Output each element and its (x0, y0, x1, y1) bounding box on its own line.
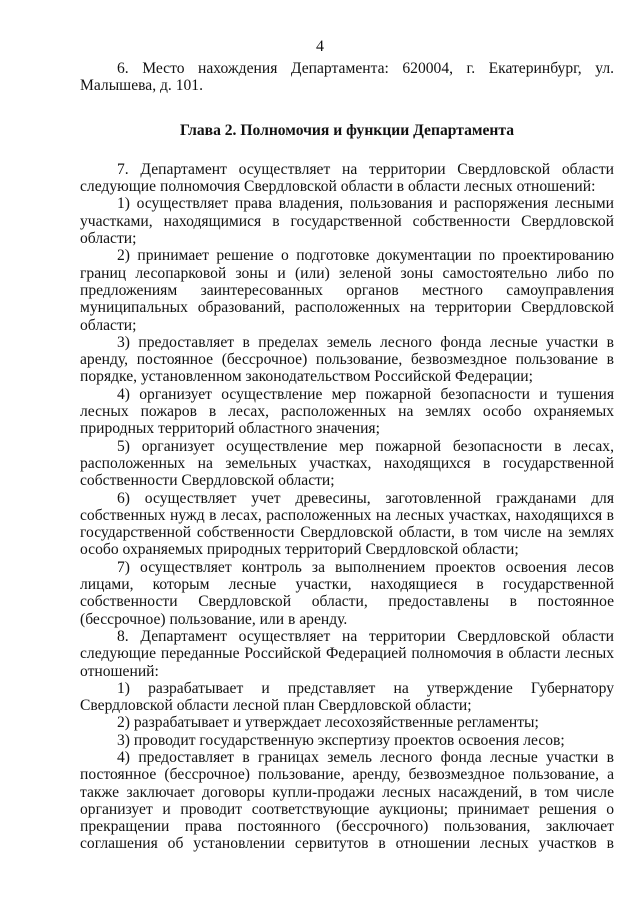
page-number: 4 (316, 38, 324, 55)
paragraph-location: 6. Место нахождения Департамента: 620004, г. Екатеринбург, ул. Малышева, д. 101. (80, 60, 614, 95)
document-body (80, 60, 614, 853)
paragraph-8-4: 4) предоставляет в границах земель лесного фонда лесные участки в постоянное (бессрочное) пользование, аренду, безвозмездное пользование, а также заключает договоры купли-продажи лесных насаждений, в том числе организует и проводит соответствующие аукционы; принимает решения о прекращении права постоянного (бессрочного) пользования, заключает соглашения об установлении сервитутов в отношении лесных участков в (80, 748, 614, 853)
paragraph-7-5: 5) организует осуществление мер пожарной безопасности в лесах, расположенных на земельных участках, находящихся в государственной собственности Свердловской области; (80, 437, 614, 490)
paragraph-7-3: 3) предоставляет в пределах земель лесного фонда лесные участки в аренду, постоянное (бессрочное) пользование, безвозмездное пользование в порядке, установленном законодательством Российской Федерации; (80, 333, 614, 386)
chapter-heading: Глава 2. Полномочия и функции Департамента (179, 121, 515, 139)
paragraph-8-1: 1) разрабатывает и представляет на утверждение Губернатору Свердловской области лесной план Свердловской области; (80, 679, 614, 715)
paragraph-7-2: 2) принимает решение о подготовке документации по проектированию границ лесопарковой зоны и (или) зеленой зоны самостоятельно либо по предложениям заинтересованных органов местного самоуправления муниципальных образований, расположенных на территории Свердловской области; (80, 247, 614, 334)
paragraph-8-2: 2) разрабатывает и утверждает лесохозяйственные регламенты; (117, 714, 539, 732)
paragraph-item-7: 7. Департамент осуществляет на территории Свердловской области следующие полномочия Свердловской области в области лесных отношений: (80, 160, 614, 196)
paragraph-8-3: 3) проводит государственную экспертизу проектов освоения лесов; (117, 731, 565, 749)
paragraph-7-4: 4) организует осуществление мер пожарной безопасности и тушения лесных пожаров в лесах, расположенных на землях особо охраняемых природных территорий областного значения; (80, 385, 614, 438)
paragraph-7-6: 6) осуществляет учет древесины, заготовленной гражданами для собственных нужд в лесах, расположенных на лесных участках, находящихся в государственной собственности Свердловской области, в том числе на землях особо охраняемых природных территорий Свердловской области; (80, 489, 614, 559)
paragraph-item-8: 8. Департамент осуществляет на территории Свердловской области следующие переданные Российской Федерацией полномочия в области лесных отношений: (80, 627, 614, 680)
paragraph-7-7: 7) осуществляет контроль за выполнением проектов освоения лесов лицами, которым лесные участки, находящиеся в государственной собственности Свердловской области, предоставлены в постоянное (бессрочное) пользование, или в аренду. (80, 558, 614, 628)
paragraph-7-1: 1) осуществляет права владения, пользования и распоряжения лесными участками, находящимися в государственной собственности Свердловской области; (80, 195, 614, 248)
